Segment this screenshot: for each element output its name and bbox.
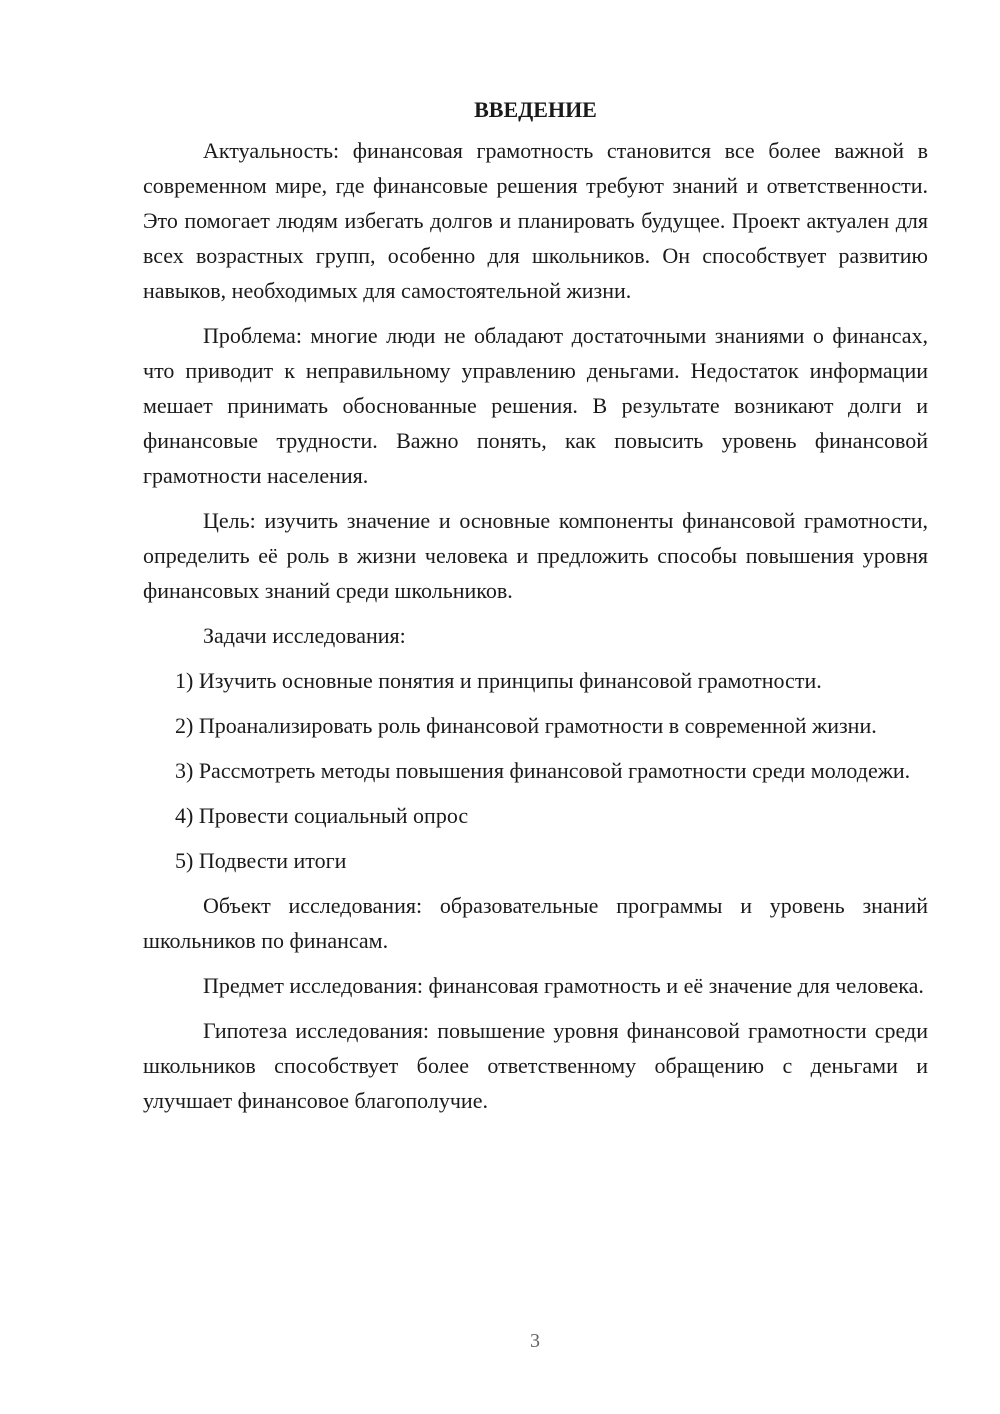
paragraph-object: Объект исследования: образовательные программы и уровень знаний школьников по финансам.	[143, 893, 928, 953]
document-page	[143, 92, 928, 1118]
paragraph-subject: Предмет исследования: финансовая грамотность и её значение для человека.	[203, 973, 924, 998]
section-title: ВВЕДЕНИЕ	[474, 97, 597, 122]
task-item-1: 1) Изучить основные понятия и принципы финансовой грамотности.	[175, 668, 822, 693]
paragraph-hypothesis: Гипотеза исследования: повышение уровня финансовой грамотности среди школьников способствует более ответственному обращению с деньгами и улучшает финансовое благополучие.	[143, 1018, 928, 1113]
paragraph-goal: Цель: изучить значение и основные компоненты финансовой грамотности, определить её роль в жизни человека и предложить способы повышения уровня финансовых знаний среди школьников.	[143, 508, 928, 603]
paragraph-tasks-heading: Задачи исследования:	[203, 623, 406, 648]
paragraph-relevance: Актуальность: финансовая грамотность становится все более важной в современном мире, где финансовые решения требуют знаний и ответственности. Это помогает людям избегать долгов и планировать будущее. Проект актуален для всех возрастных групп, особенно для школьников. Он способствует развитию навыков, необходимых для самостоятельной жизни.	[143, 138, 928, 303]
paragraph-problem: Проблема: многие люди не обладают достаточными знаниями о финансах, что приводит к неправильному управлению деньгами. Недостаток информации мешает принимать обоснованные решения. В результате возникают долги и финансовые трудности. Важно понять, как повысить уровень финансовой грамотности населения.	[143, 323, 928, 488]
page-number: 3	[530, 1330, 540, 1352]
task-item-4: 4) Провести социальный опрос	[175, 803, 469, 828]
task-item-5: 5) Подвести итоги	[175, 848, 347, 873]
task-item-3: 3) Рассмотреть методы повышения финансовой грамотности среди молодежи.	[175, 758, 911, 783]
task-item-2: 2) Проанализировать роль финансовой грамотности в современной жизни.	[175, 713, 877, 738]
